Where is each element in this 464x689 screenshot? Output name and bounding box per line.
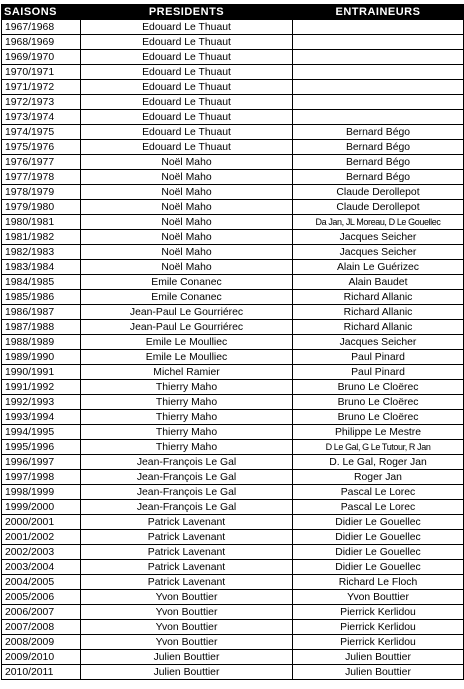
- president-cell: Edouard Le Thuaut: [81, 95, 293, 110]
- coach-cell: [293, 80, 464, 95]
- coach-cell: Da Jan, JL Moreau, D Le Gouellec: [293, 215, 464, 230]
- president-cell: Jean-François Le Gal: [81, 455, 293, 470]
- coach-cell: Pascal Le Lorec: [293, 485, 464, 500]
- coach-cell: Didier Le Gouellec: [293, 515, 464, 530]
- president-cell: Patrick Lavenant: [81, 545, 293, 560]
- coach-cell: Alain Baudet: [293, 275, 464, 290]
- season-cell: 2003/2004: [2, 560, 81, 575]
- season-cell: 1999/2000: [2, 500, 81, 515]
- president-cell: Edouard Le Thuaut: [81, 110, 293, 125]
- president-cell: Thierry Maho: [81, 440, 293, 455]
- season-cell: 1990/1991: [2, 365, 81, 380]
- president-cell: Noël Maho: [81, 200, 293, 215]
- table-row: [2, 185, 464, 200]
- coach-cell: Pascal Le Lorec: [293, 500, 464, 515]
- season-cell: 2005/2006: [2, 590, 81, 605]
- season-cell: 1985/1986: [2, 290, 81, 305]
- season-cell: 2007/2008: [2, 620, 81, 635]
- coach-cell: Claude Derollepot: [293, 185, 464, 200]
- table-row: [2, 140, 464, 155]
- season-cell: 2001/2002: [2, 530, 81, 545]
- table-row: [2, 515, 464, 530]
- season-cell: 1989/1990: [2, 350, 81, 365]
- season-cell: 2010/2011: [2, 665, 81, 680]
- coach-cell: Jacques Seicher: [293, 335, 464, 350]
- coach-cell: Claude Derollepot: [293, 200, 464, 215]
- table-row: [2, 95, 464, 110]
- season-cell: 1983/1984: [2, 260, 81, 275]
- coach-cell: Bruno Le Cloërec: [293, 380, 464, 395]
- seasons-table: [1, 4, 464, 680]
- president-cell: Noël Maho: [81, 155, 293, 170]
- president-cell: Noël Maho: [81, 245, 293, 260]
- president-cell: Thierry Maho: [81, 380, 293, 395]
- president-cell: Thierry Maho: [81, 410, 293, 425]
- season-cell: 1993/1994: [2, 410, 81, 425]
- table-row: [2, 455, 464, 470]
- president-cell: Thierry Maho: [81, 425, 293, 440]
- season-cell: 1979/1980: [2, 200, 81, 215]
- table-row: [2, 635, 464, 650]
- table-row: [2, 65, 464, 80]
- coach-cell: Bernard Bégo: [293, 170, 464, 185]
- president-cell: Yvon Bouttier: [81, 590, 293, 605]
- president-cell: Patrick Lavenant: [81, 575, 293, 590]
- season-cell: 1977/1978: [2, 170, 81, 185]
- president-cell: Julien Bouttier: [81, 665, 293, 680]
- table-row: [2, 500, 464, 515]
- table-row: [2, 665, 464, 680]
- season-cell: 1973/1974: [2, 110, 81, 125]
- season-cell: 2009/2010: [2, 650, 81, 665]
- coach-cell: [293, 110, 464, 125]
- table-row: [2, 425, 464, 440]
- season-cell: 2004/2005: [2, 575, 81, 590]
- president-cell: Edouard Le Thuaut: [81, 35, 293, 50]
- coach-cell: Julien Bouttier: [293, 665, 464, 680]
- president-cell: Jean-Paul Le Gourriérec: [81, 320, 293, 335]
- table-row: [2, 20, 464, 35]
- season-cell: 1981/1982: [2, 230, 81, 245]
- season-cell: 2000/2001: [2, 515, 81, 530]
- table-row: [2, 380, 464, 395]
- table-row: [2, 80, 464, 95]
- president-cell: Patrick Lavenant: [81, 515, 293, 530]
- header-coaches: ENTRAINEURS: [293, 5, 464, 20]
- season-cell: 1967/1968: [2, 20, 81, 35]
- president-cell: Yvon Bouttier: [81, 620, 293, 635]
- season-cell: 1978/1979: [2, 185, 81, 200]
- header-seasons: SAISONS: [2, 5, 81, 20]
- coach-cell: Bruno Le Cloërec: [293, 410, 464, 425]
- coach-cell: Pierrick Kerlidou: [293, 605, 464, 620]
- season-cell: 1968/1969: [2, 35, 81, 50]
- season-cell: 1976/1977: [2, 155, 81, 170]
- coach-cell: Richard Le Floch: [293, 575, 464, 590]
- coach-cell: Paul Pinard: [293, 365, 464, 380]
- coach-cell: D. Le Gal, Roger Jan: [293, 455, 464, 470]
- president-cell: Edouard Le Thuaut: [81, 50, 293, 65]
- season-cell: 1971/1972: [2, 80, 81, 95]
- president-cell: Patrick Lavenant: [81, 530, 293, 545]
- coach-cell: [293, 35, 464, 50]
- coach-cell: Bernard Bégo: [293, 125, 464, 140]
- coach-cell: Jacques Seicher: [293, 230, 464, 245]
- president-cell: Yvon Bouttier: [81, 635, 293, 650]
- table-row: [2, 485, 464, 500]
- table-row: [2, 320, 464, 335]
- coach-cell: [293, 50, 464, 65]
- president-cell: Jean-François Le Gal: [81, 485, 293, 500]
- coach-cell: [293, 20, 464, 35]
- header-row: [2, 5, 464, 20]
- coach-cell: Bernard Bégo: [293, 140, 464, 155]
- season-cell: 1975/1976: [2, 140, 81, 155]
- table-row: [2, 560, 464, 575]
- season-cell: 1970/1971: [2, 65, 81, 80]
- president-cell: Emile Conanec: [81, 275, 293, 290]
- president-cell: Yvon Bouttier: [81, 605, 293, 620]
- table-row: [2, 650, 464, 665]
- president-cell: Emile Conanec: [81, 290, 293, 305]
- president-cell: Noël Maho: [81, 230, 293, 245]
- table-row: [2, 470, 464, 485]
- coach-cell: Paul Pinard: [293, 350, 464, 365]
- season-cell: 1982/1983: [2, 245, 81, 260]
- table-row: [2, 305, 464, 320]
- president-cell: Noël Maho: [81, 185, 293, 200]
- coach-cell: Pierrick Kerlidou: [293, 620, 464, 635]
- coach-cell: Didier Le Gouellec: [293, 530, 464, 545]
- coach-cell: Jacques Seicher: [293, 245, 464, 260]
- table-row: [2, 530, 464, 545]
- president-cell: Noël Maho: [81, 260, 293, 275]
- table-row: [2, 410, 464, 425]
- table-row: [2, 50, 464, 65]
- table-row: [2, 350, 464, 365]
- season-cell: 1997/1998: [2, 470, 81, 485]
- president-cell: Jean-François Le Gal: [81, 500, 293, 515]
- table-row: [2, 110, 464, 125]
- season-cell: 1994/1995: [2, 425, 81, 440]
- season-cell: 2006/2007: [2, 605, 81, 620]
- season-cell: 1984/1985: [2, 275, 81, 290]
- season-cell: 1992/1993: [2, 395, 81, 410]
- coach-cell: Pierrick Kerlidou: [293, 635, 464, 650]
- coach-cell: Bruno Le Cloërec: [293, 395, 464, 410]
- president-cell: Noël Maho: [81, 215, 293, 230]
- season-cell: 1969/1970: [2, 50, 81, 65]
- season-cell: 1987/1988: [2, 320, 81, 335]
- president-cell: Edouard Le Thuaut: [81, 80, 293, 95]
- season-cell: 1972/1973: [2, 95, 81, 110]
- season-cell: 1996/1997: [2, 455, 81, 470]
- table-row: [2, 545, 464, 560]
- coach-cell: [293, 95, 464, 110]
- president-cell: Edouard Le Thuaut: [81, 65, 293, 80]
- coach-cell: Roger Jan: [293, 470, 464, 485]
- table-row: [2, 275, 464, 290]
- president-cell: Julien Bouttier: [81, 650, 293, 665]
- table-row: [2, 125, 464, 140]
- table-row: [2, 260, 464, 275]
- coach-cell: Philippe Le Mestre: [293, 425, 464, 440]
- president-cell: Patrick Lavenant: [81, 560, 293, 575]
- coach-cell: Richard Allanic: [293, 320, 464, 335]
- president-cell: Thierry Maho: [81, 395, 293, 410]
- president-cell: Noël Maho: [81, 170, 293, 185]
- table-row: [2, 230, 464, 245]
- president-cell: Jean-Paul Le Gourriérec: [81, 305, 293, 320]
- coach-cell: [293, 65, 464, 80]
- table-row: [2, 365, 464, 380]
- table-row: [2, 335, 464, 350]
- president-cell: Edouard Le Thuaut: [81, 20, 293, 35]
- president-cell: Michel Ramier: [81, 365, 293, 380]
- table-row: [2, 155, 464, 170]
- coach-cell: Alain Le Guérizec: [293, 260, 464, 275]
- coach-cell: Bernard Bégo: [293, 155, 464, 170]
- table-row: [2, 575, 464, 590]
- table-row: [2, 290, 464, 305]
- table-row: [2, 395, 464, 410]
- header-presidents: PRESIDENTS: [81, 5, 293, 20]
- table-row: [2, 200, 464, 215]
- president-cell: Emile Le Moulliec: [81, 350, 293, 365]
- season-cell: 1980/1981: [2, 215, 81, 230]
- season-cell: 2008/2009: [2, 635, 81, 650]
- president-cell: Emile Le Moulliec: [81, 335, 293, 350]
- coach-cell: Didier Le Gouellec: [293, 560, 464, 575]
- season-cell: 1991/1992: [2, 380, 81, 395]
- president-cell: Jean-François Le Gal: [81, 470, 293, 485]
- table-row: [2, 215, 464, 230]
- table-row: [2, 440, 464, 455]
- president-cell: Edouard Le Thuaut: [81, 140, 293, 155]
- table-row: [2, 170, 464, 185]
- table-row: [2, 590, 464, 605]
- table-row: [2, 605, 464, 620]
- president-cell: Edouard Le Thuaut: [81, 125, 293, 140]
- season-cell: 1995/1996: [2, 440, 81, 455]
- season-cell: 1988/1989: [2, 335, 81, 350]
- season-cell: 1998/1999: [2, 485, 81, 500]
- season-cell: 2002/2003: [2, 545, 81, 560]
- coach-cell: Richard Allanic: [293, 305, 464, 320]
- coach-cell: Julien Bouttier: [293, 650, 464, 665]
- table-row: [2, 620, 464, 635]
- season-cell: 1974/1975: [2, 125, 81, 140]
- table-row: [2, 245, 464, 260]
- coach-cell: Richard Allanic: [293, 290, 464, 305]
- coach-cell: Yvon Bouttier: [293, 590, 464, 605]
- table-row: [2, 35, 464, 50]
- season-cell: 1986/1987: [2, 305, 81, 320]
- coach-cell: Didier Le Gouellec: [293, 545, 464, 560]
- coach-cell: D Le Gal, G Le Tutour, R Jan: [293, 440, 464, 455]
